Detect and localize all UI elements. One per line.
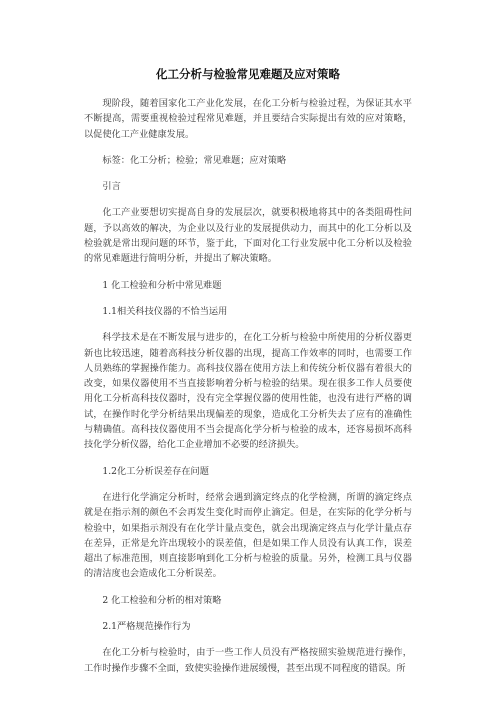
section-1-2-paragraph: 在进行化学滴定分析时，经常会遇到滴定终点的化学检测，所谓的滴定终点就是在指示剂的颜色不会再发生变化时而停止滴定。但是，在实际的化学分析与检验中，如果指示剂没有在化学计量点变色，就会出现滴定终点与化学计量点存在差异，正常是允许出现较小的误差值，但是如果工作人员没有认真工作，误差超出了标准范围，则直接影响到化工分析与检验的质量。另外，检测工具与仪器的清洁度也会造成化工分析误差。 — [84, 491, 412, 580]
section-1-1-heading: 1.1相关科技仪器的不恰当运用 — [102, 305, 228, 317]
section-1-1-paragraph: 科学技术是在不断发展与进步的，在化工分析与检验中所使用的分析仪器更新也比较迅速，随着高科技分析仪器的出现，提高工作效率的同时，也需要工作人员熟练的掌握操作能力。高科技仪器在使用方法上和传统分析仪器有着很大的改变，如果仪器使用不当直接影响着分析与检验的结果。现在很多工作人员要使用化工分析高科技仪器时，没有完全掌握仪器的使用性能，也没有进行严格的调试，在操作时化学分析结果出现偏差的现象，造成化工分析失去了应有的准确性与精确值。高科技仪器使用不当会提高化学分析与检验的成本，还容易损坏高科技化学分析仪器，给化工企业增加不必要的经济损失。 — [84, 332, 412, 451]
section-2-heading: 2 化工检验和分析的相对策略 — [102, 594, 222, 606]
introduction-paragraph: 化工产业要想切实提高自身的发展层次，就要积极地将其中的各类阻碍性问题，予以高效的解决，为企业以及行业的发展提供动力，而其中的化工分析以及检验就是常出现问题的环节，鉴于此，下面对化工行业发展中化工分析以及检验的常见难题进行简明分析，并提出了解决策略。 — [84, 207, 412, 265]
document-title: 化工分析与检验常见难题及应对策略 — [156, 67, 340, 81]
section-1-2-heading: 1.2化工分析误差存在问题 — [102, 465, 209, 477]
section-2-1-paragraph: 在化工分析与检验时，由于一些工作人员没有严格按照实验规范进行操作，工作时操作步骤不全面，致使实验操作进展缓慢，甚至出现不同程度的错误。所 — [84, 647, 412, 674]
abstract-paragraph: 现阶段，随着国家化工产业化发展，在化工分析与检验过程，为保证其水平不断提高，需要重视检验过程常见难题，并且要结合实际提出有效的应对策略，以促使化工产业健康发展。 — [84, 98, 412, 140]
introduction-heading: 引言 — [102, 181, 121, 193]
section-2-1-heading: 2.1严格规范操作行为 — [102, 621, 191, 633]
section-1-heading: 1 化工检验和分析中常见难题 — [102, 279, 222, 291]
keywords-line: 标签：化工分析；检验；常见难题；应对策略 — [102, 154, 287, 166]
